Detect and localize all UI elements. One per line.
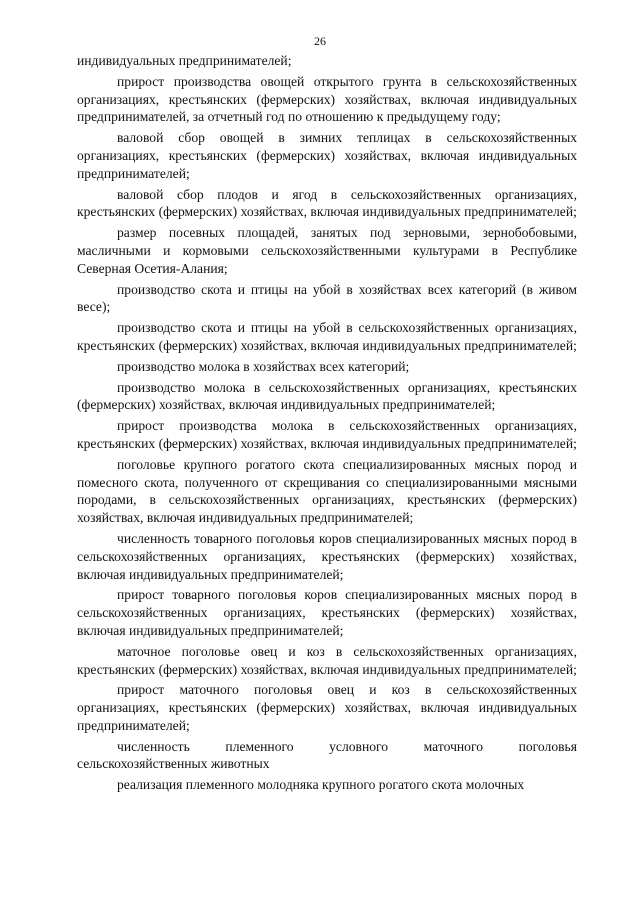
paragraph: прирост производства овощей открытого грунта в сельскохозяйственных организациях, крестьянских (фермерских) хозяйствах, включая индивидуальных предпринимателей, за отчетный год по отношению к предыдущему году; — [77, 73, 577, 125]
paragraph: реализация племенного молодняка крупного рогатого скота молочных — [117, 777, 525, 793]
paragraph: производство скота и птицы на убой в сельскохозяйственных организациях, крестьянских (фермерских) хозяйствах, включая индивидуальных предпринимателей; — [77, 320, 577, 353]
paragraph: производство скота и птицы на убой в хозяйствах всех категорий (в живом весе); — [77, 281, 577, 315]
paragraph: маточное поголовье овец и коз в сельскохозяйственных организациях, крестьянских (фермерских) хозяйствах, включая индивидуальных предпринимателей; — [77, 643, 577, 677]
paragraph: численность товарного поголовья коров специализированных мясных пород в сельскохозяйственных организациях, крестьянских (фермерских) хозяйствах, включая индивидуальных предпринимателей; — [77, 530, 577, 582]
paragraph: производство молока в сельскохозяйственных организациях, крестьянских (фермерских) хозяйствах, включая индивидуальных предпринимателей; — [77, 379, 577, 413]
paragraph: размер посевных площадей, занятых под зерновыми, зернобобовыми, масличными и кормовыми сельскохозяйственными культурами в Республике Северная Осетия-Алания; — [77, 225, 577, 276]
paragraph: валовой сбор овощей в зимних теплицах в сельскохозяйственных организациях, крестьянских (фермерских) хозяйствах, включая индивидуальных предпринимателей; — [77, 130, 577, 181]
paragraph: валовой сбор плодов и ягод в сельскохозяйственных организациях, крестьянских (фермерских) хозяйствах, включая индивидуальных предпринимателей; — [77, 186, 577, 220]
paragraph: производство молока в хозяйствах всех категорий; — [117, 358, 410, 374]
paragraph: индивидуальных предпринимателей; — [77, 53, 292, 68]
document-body — [77, 52, 577, 797]
paragraph: численность племенного условного маточного поголовья сельскохозяйственных животных — [77, 738, 577, 772]
paragraph: поголовье крупного рогатого скота специализированных мясных пород и помесного скота, полученного от скрещивания со специализированными мясными породами, в сельскохозяйственных организациях, крестьянских (фермерских) хозяйствах, включая индивидуальных предпринимателей; — [77, 456, 577, 526]
paragraph: прирост производства молока в сельскохозяйственных организациях, крестьянских (фермерских) хозяйствах, включая индивидуальных предпринимателей; — [77, 418, 577, 451]
page-number: 26 — [314, 34, 326, 48]
paragraph: прирост маточного поголовья овец и коз в сельскохозяйственных организациях, крестьянских (фермерских) хозяйствах, включая индивидуальных предпринимателей; — [77, 682, 577, 733]
paragraph: прирост товарного поголовья коров специализированных мясных пород в сельскохозяйственных организациях, крестьянских (фермерских) хозяйствах, включая индивидуальных предпринимателей; — [77, 587, 577, 638]
